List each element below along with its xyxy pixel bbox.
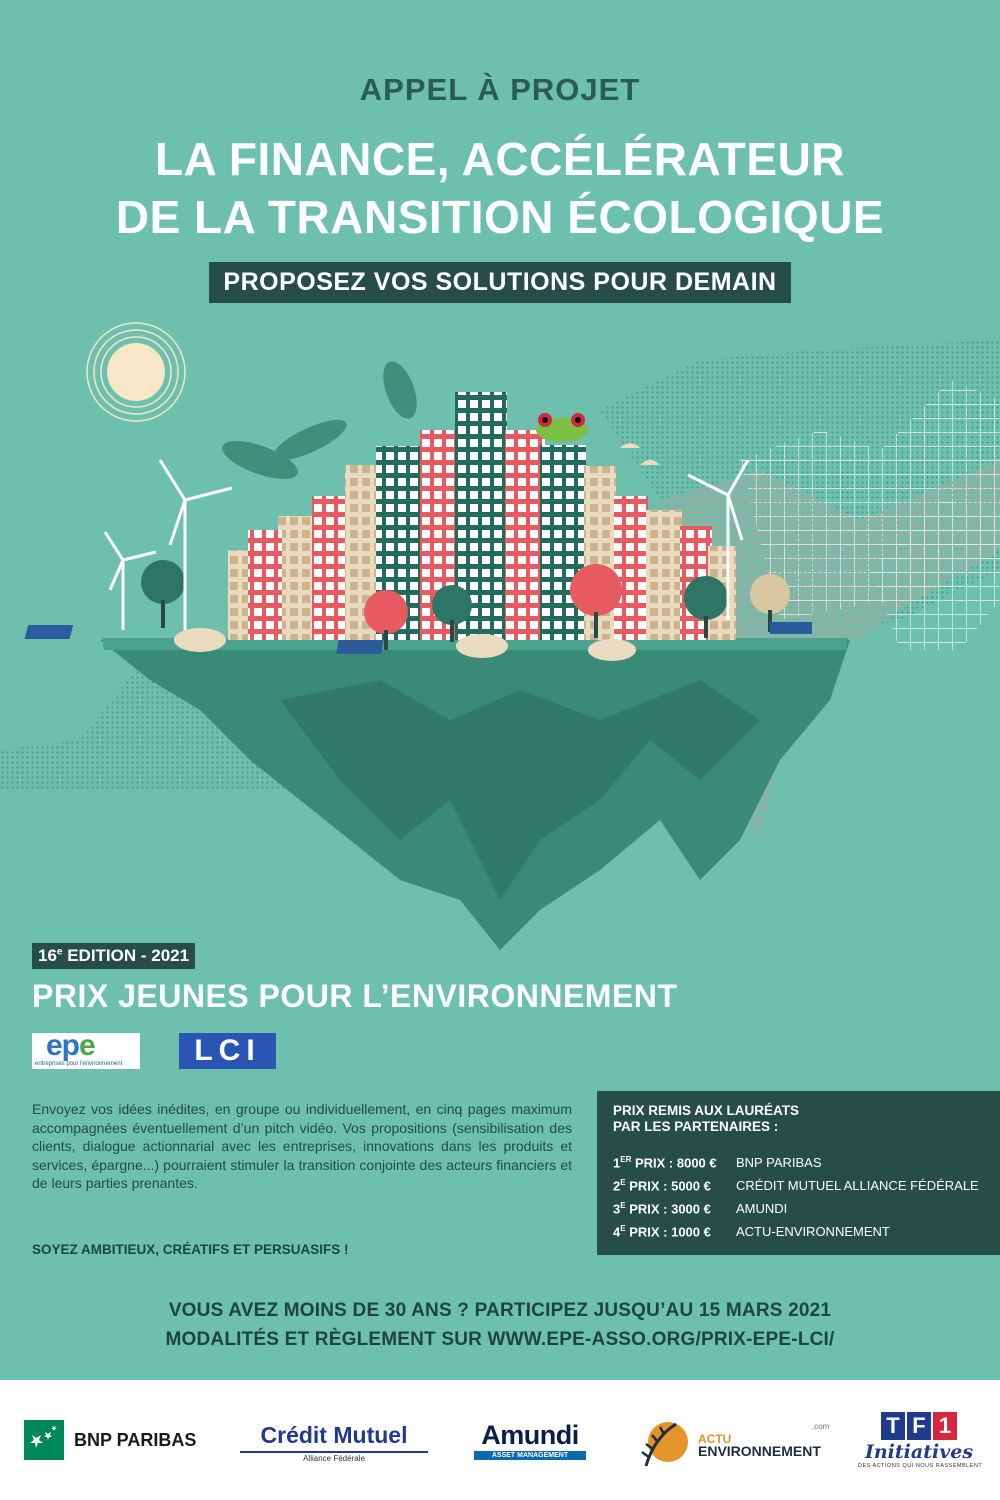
edition-rest: EDITION - 2021: [62, 946, 190, 965]
tf1-box-f: F: [907, 1412, 931, 1440]
epe-subtitle: entreprises pour l'environnement: [35, 1061, 123, 1067]
amundi-name: Amundi: [481, 1420, 579, 1450]
prize-row: [613, 1174, 984, 1197]
headline-line-2: DE LA TRANSITION ÉCOLOGIQUE: [115, 191, 885, 243]
prize-partner: ACTU-ENVIRONNEMENT: [736, 1224, 890, 1239]
tagline: PROPOSEZ VOS SOLUTIONS POUR DEMAIN: [209, 262, 790, 303]
tf1-initiatives-logo: [858, 1412, 983, 1469]
prize-rank: [613, 1155, 736, 1170]
floating-city-illustration: [0, 320, 1000, 960]
footer-line-1: VOUS AVEZ MOINS DE 30 ANS ? PARTICIPEZ JUSQU’AU 15 MARS 2021: [168, 1300, 832, 1321]
edition-number: 16: [38, 946, 57, 965]
prize-sup: E: [620, 1177, 626, 1187]
prize-num: 4: [613, 1224, 621, 1240]
body-text: Envoyez vos idées inédites, en groupe ou individuellement, en cinq pages maximum accompagnées éventuellement d’un pitch vidéo. Vos propositions (sensibilisation des clients, dialogue actionnarial avec les entreprises, innovations dans les produits et services, épargne...) pourraient stimuler la transition conjointe des acteurs financiers et de leurs parties prenantes.: [32, 1101, 572, 1191]
prize-num: 2: [613, 1178, 621, 1194]
tf1-initiatives-text: Initiatives: [864, 1441, 974, 1463]
edition-badge: [32, 943, 195, 969]
epe-logo: [32, 1029, 140, 1069]
bnp-stars-icon: [24, 1420, 64, 1460]
lci-logo: LCI: [179, 1033, 276, 1069]
prize-num: 1: [613, 1155, 621, 1171]
prize-sup: E: [620, 1200, 626, 1210]
headline: [0, 130, 1000, 246]
prizes-title: [613, 1103, 984, 1135]
frog-icon: [536, 413, 588, 442]
prizes-panel: [597, 1091, 1000, 1255]
credit-mutuel-sub: Alliance Fédérale: [240, 1451, 428, 1463]
prize-amount: PRIX : 3000 €: [625, 1201, 711, 1217]
actu-environnement-logo: [636, 1418, 830, 1468]
footer-cta: [0, 1296, 1000, 1354]
prize-amount: PRIX : 5000 €: [625, 1178, 711, 1194]
tf1-box-1: 1: [933, 1412, 957, 1440]
prize-partner: BNP PARIBAS: [736, 1155, 822, 1170]
epe-word-b: e: [79, 1029, 95, 1062]
tf1-boxes: [858, 1412, 980, 1440]
bnp-paribas-logo: [24, 1420, 196, 1460]
prize-partner: CRÉDIT MUTUEL ALLIANCE FÉDÉRALE: [736, 1178, 979, 1193]
sponsor-bar: [0, 1380, 1000, 1500]
prize-row: [613, 1197, 984, 1220]
prize-rank: [613, 1178, 736, 1193]
prizes-title-line-2: PAR LES PARTENAIRES :: [613, 1119, 779, 1134]
prize-sup: E: [620, 1223, 626, 1233]
prize-rank: [613, 1201, 736, 1216]
prize-row: [613, 1220, 984, 1243]
prize-amount: PRIX : 1000 €: [625, 1224, 711, 1240]
cm-name-text: Crédit Mutuel: [260, 1422, 408, 1448]
epe-word-a: ep: [46, 1029, 80, 1062]
bnp-name: BNP PARIBAS: [74, 1429, 197, 1450]
prize-row: [613, 1151, 984, 1174]
prize-title: PRIX JEUNES POUR L’ENVIRONNEMENT: [32, 978, 678, 1014]
body-cta: SOYEZ AMBITIEUX, CRÉATIFS ET PERSUASIFS !: [32, 1242, 349, 1257]
prize-num: 3: [613, 1201, 621, 1217]
actu-line-2: ENVIRONNEMENT: [698, 1443, 821, 1459]
edition-suffix: e: [56, 946, 63, 958]
headline-line-1: LA FINANCE, ACCÉLÉRATEUR: [154, 133, 846, 185]
actu-com: .com: [812, 1422, 830, 1431]
epe-wordmark: [46, 1029, 95, 1063]
prize-rank: [613, 1224, 736, 1239]
kicker: APPEL À PROJET: [359, 72, 641, 107]
tf1-box-t: T: [881, 1412, 905, 1440]
credit-mutuel-logo: [240, 1422, 428, 1463]
amundi-logo: [474, 1420, 586, 1460]
credit-mutuel-name: [240, 1422, 428, 1449]
footer-line-2[interactable]: MODALITÉS ET RÈGLEMENT SUR WWW.EPE-ASSO.ORG/PRIX-EPE-LCI/: [165, 1329, 835, 1350]
sun-icon: [87, 323, 185, 421]
prize-partner: AMUNDI: [736, 1201, 788, 1216]
prize-sup: ER: [620, 1154, 632, 1164]
prize-amount: PRIX : 8000 €: [631, 1155, 717, 1171]
prizes-title-line-1: PRIX REMIS AUX LAURÉATS: [613, 1103, 800, 1118]
tagline-wrap: [0, 262, 1000, 303]
tf1-sub: DES ACTIONS QUI NOUS RASSEMBLENT: [858, 1463, 983, 1469]
globe-leaf-icon: [636, 1418, 692, 1468]
actu-line-1: ACTU: [698, 1432, 732, 1446]
amundi-sub: ASSET MANAGEMENT: [474, 1451, 586, 1460]
